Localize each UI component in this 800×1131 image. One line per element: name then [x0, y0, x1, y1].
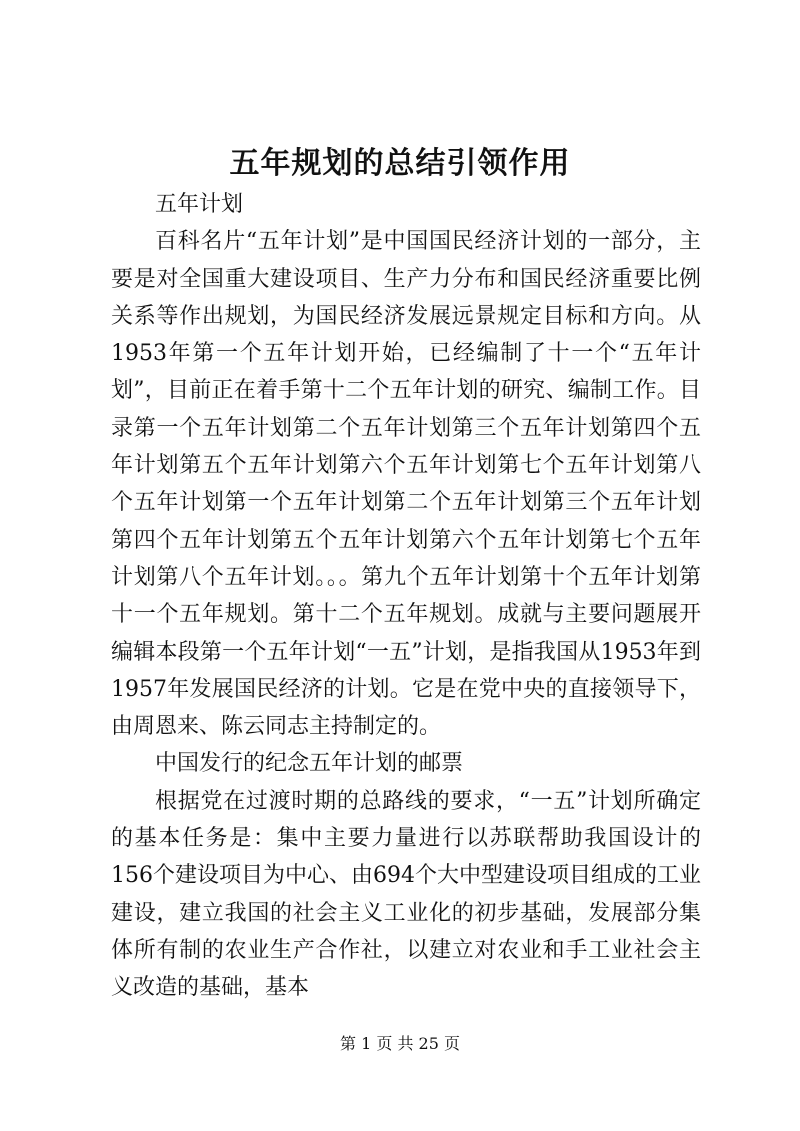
document-body: [111, 186, 701, 1007]
section-heading-stamps: 中国发行的纪念五年计划的邮票: [155, 751, 464, 777]
page-number-footer: 第 1 页 共 25 页: [340, 1034, 460, 1053]
document-title: 五年规划的总结引领作用: [229, 146, 571, 181]
section-heading-five-year-plan: 五年计划: [155, 192, 244, 217]
paragraph-basic-tasks: 根据党在过渡时期的总路线的要求，“一五”计划所确定的基本任务是：集中主要力量进行以苏联帮助我国设计的156个建设项目为中心、由694个大中型建设项目组成的工业建设，建立我国的社会主义工业化的初步基础，发展部分集体所有制的农业生产合作社，以建立对农业和手工业社会主义改造的基础，基本: [111, 788, 701, 1001]
paragraph-encyclopedia-intro: 百科名片“五年计划”是中国国民经济计划的一部分，主要是对全国重大建设项目、生产力分布和国民经济重要比例关系等作出规划，为国民经济发展远景规定目标和方向。从1953年第一个五年计划开始，已经编制了十一个“五年计划”，目前正在着手第十二个五年计划的研究、编制工作。目录第一个五年计划第二个五年计划第三个五年计划第四个五年计划第五个五年计划第六个五年计划第七个五年计划第八个五年计划第一个五年计划第二个五年计划第三个五年计划第四个五年计划第五个五年计划第六个五年计划第七个五年计划第八个五年计划。。。第九个五年计划第十个五年计划第十一个五年规划。第十二个五年规划。成就与主要问题展开编辑本段第一个五年计划“一五”计划，是指我国从1953年到1957年发展国民经济的计划。它是在党中央的直接领导下，由周恩来、陈云同志主持制定的。: [111, 229, 701, 740]
